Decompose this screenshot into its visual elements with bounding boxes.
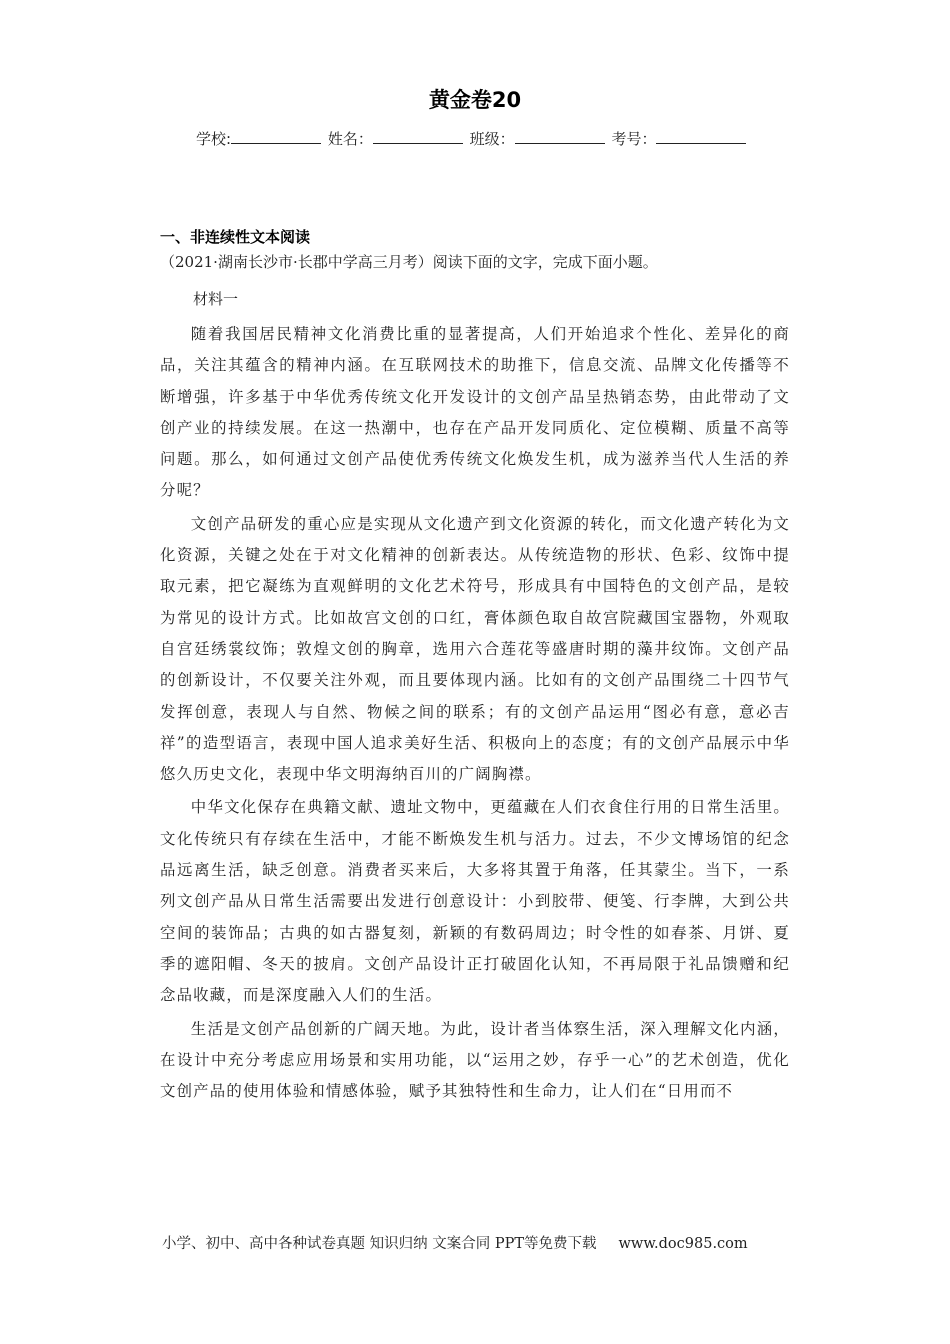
footer-url[interactable]: www.doc985.com <box>618 1236 748 1252</box>
class-label: 班级： <box>469 130 515 148</box>
footer-text: 小学、初中、高中各种试卷真题 知识归纳 文案合同 PPT等免费下载 <box>162 1236 597 1252</box>
paragraph: 随着我国居民精神文化消费比重的显著提高，人们开始追求个性化、差异化的商品，关注其蕴含的精神内涵。在互联网技术的助推下，信息交流、品牌文化传播等不断增强，许多基于中华优秀传统文化开发设计的文创产品呈热销态势，由此带动了文创产业的持续发展。在这一热潮中，也存在产品开发同质化、定位模糊、质量不高等问题。那么，如何通过文创产品使优秀传统文化焕发生机，成为滋养当代人生活的养分呢？ <box>160 325 790 500</box>
name-label: 姓名： <box>327 130 373 148</box>
section-heading: 一、非连续性文本阅读 <box>160 228 311 246</box>
number-blank[interactable] <box>656 129 746 144</box>
number-label: 考号： <box>611 130 657 148</box>
school-blank[interactable] <box>231 129 321 144</box>
paragraph: 生活是文创产品创新的广阔天地。为此，设计者当体察生活，深入理解文化内涵，在设计中充分考虑应用场景和实用功能，以“运用之妙，存乎一心”的艺术创造，优化文创产品的使用体验和情感体验，赋予其独特性和生命力，让人们在“日用而不 <box>160 1019 790 1101</box>
page-footer <box>162 1232 748 1253</box>
school-label: 学校: <box>196 130 232 148</box>
name-blank[interactable] <box>373 129 463 144</box>
paragraph: 文创产品研发的重心应是实现从文化遗产到文化资源的转化，而文化遗产转化为文化资源，关键之处在于对文化精神的创新表达。从传统造物的形状、色彩、纹饰中提取元素，把它凝练为直观鲜明的文化艺术符号，形成具有中国特色的文创产品，是较为常见的设计方式。比如故宫文创的口红，膏体颜色取自故宫院藏国宝器物，外观取自宫廷绣裳纹饰；敦煌文创的胸章，选用六合莲花等盛唐时期的藻井纹饰。文创产品的创新设计，不仅要关注外观，而且要体现内涵。比如有的文创产品围绕二十四节气发挥创意，表现人与自然、物候之间的联系；有的文创产品运用“图必有意，意必吉祥”的造型语言，表现中国人追求美好生活、积极向上的态度；有的文创产品展示中华悠久历史文化，表现中华文明海纳百川的广阔胸襟。 <box>160 514 790 784</box>
page-title: 黄金卷20 <box>428 88 522 112</box>
student-info-line <box>196 128 748 149</box>
question-source: （2021·湖南长沙市·长郡中学高三月考）阅读下面的文字，完成下面小题。 <box>160 253 658 271</box>
paragraph: 中华文化保存在典籍文献、遗址文物中，更蕴藏在人们衣食住行用的日常生活里。文化传统只有存续在生活中，才能不断焕发生机与活力。过去，不少文博场馆的纪念品远离生活，缺乏创意。消费者买来后，大多将其置于角落，任其蒙尘。当下，一系列文创产品从日常生活需要出发进行创意设计：小到胶带、便笺、行李牌，大到公共空间的装饰品；古典的如古器复刻，新颖的有数码周边；时令性的如春茶、月饼、夏季的遮阳帽、冬天的披肩。文创产品设计正打破固化认知，不再局限于礼品馈赠和纪念品收藏，而是深度融入人们的生活。 <box>160 798 790 1005</box>
material-label: 材料一 <box>193 290 239 308</box>
passage-body <box>160 319 790 1109</box>
class-blank[interactable] <box>515 129 605 144</box>
